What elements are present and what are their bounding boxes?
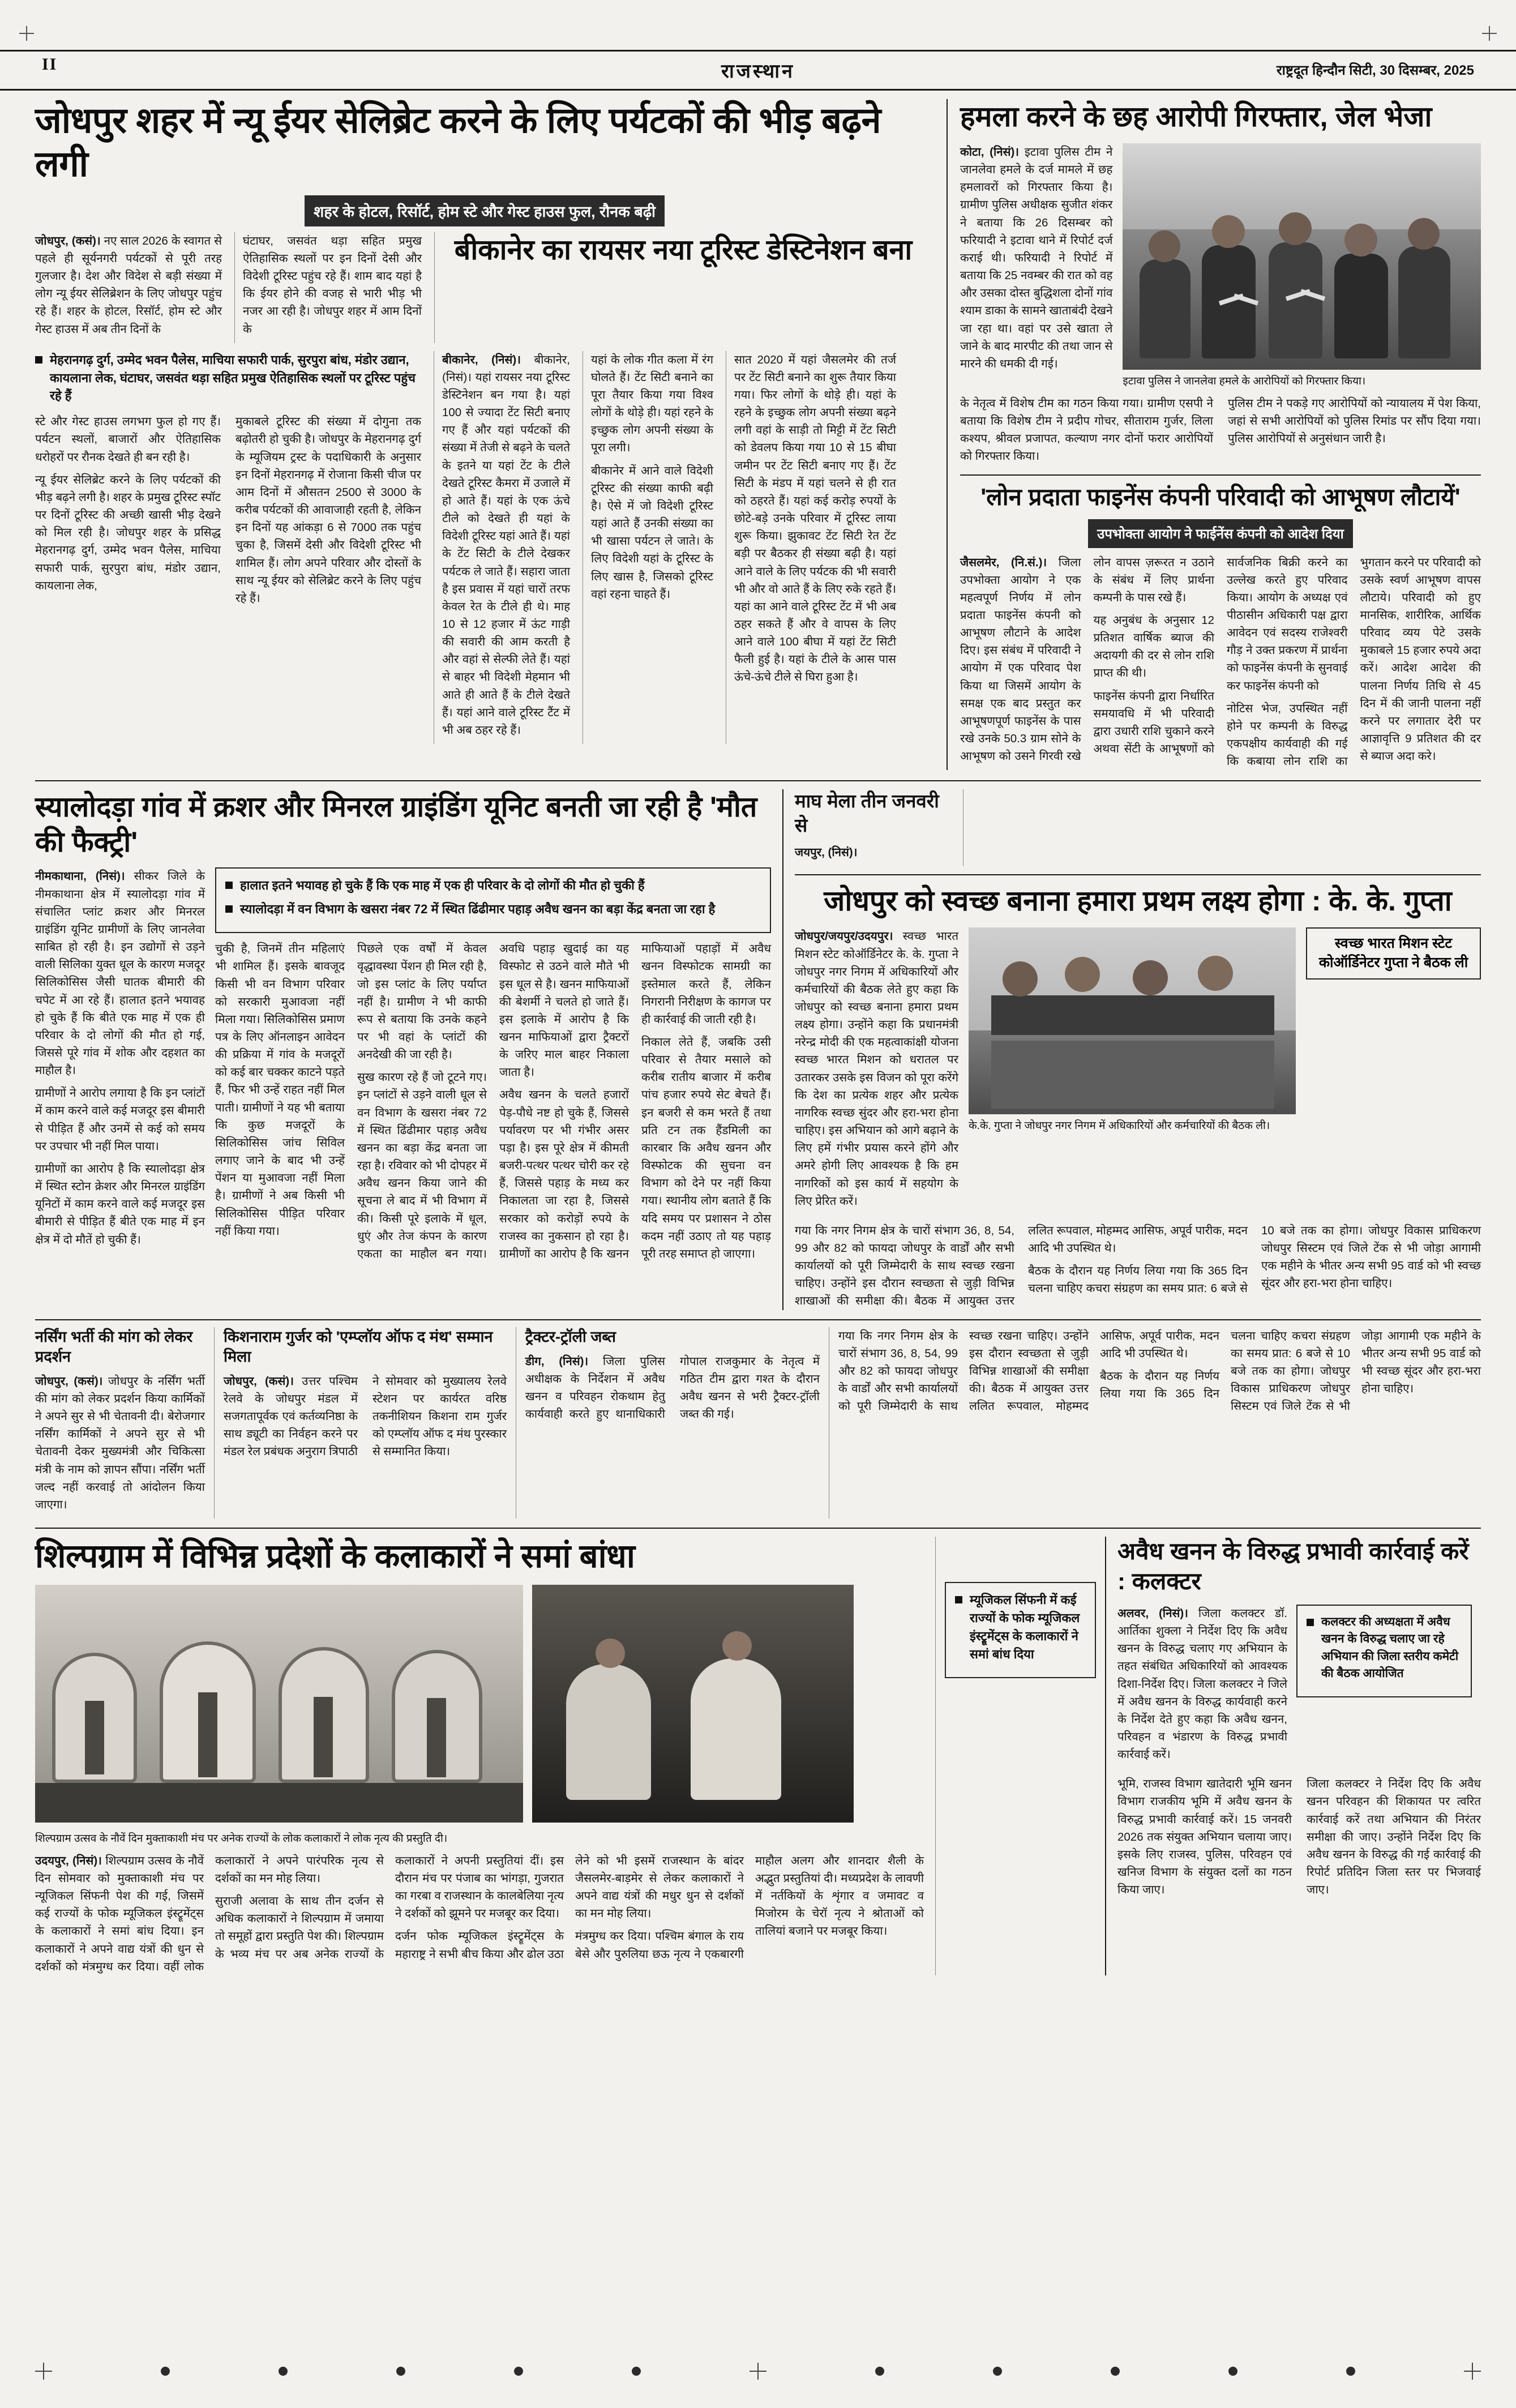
crusher-headline: स्यालोदड़ा गांव में क्रशर और मिनरल ग्राइंडिंग यूनिट बनती जा रही है 'मौत की फैक्ट्री' <box>35 791 757 858</box>
crusher-para-7: अवैध खनन के चलते हजारों पेड़-पौधे नष्ट हो चुके हैं, जिससे पर्यावरण पर भी गंभीर असर पड़ा है। इस पूरे क्षेत्र में कीमती बजरी-पत्थर पत्थर चोरी कर रहे हैं, जिससे पहाड़ के मध्य कर निकालता जा रहा है, जिससे सरकार को करोड़ों रुपये के राजस्व का नुकसान हो रहा है। ग्रामीणों का आरोप है कि खनन माफियाओं पहाड़ों में अवैध खनन विस्फोटक सामग्री का इस्तेमाल करते हैं, लेकिन निगरानी निरीक्षण के कागज पर ही कार्रवाई की जाती रही है। <box>499 942 771 1260</box>
masthead <box>0 50 1516 91</box>
kk-gupta-box: स्वच्छ भारत मिशन स्टेट कोऑर्डिनेटर गुप्ता ने बैठक ली <box>1306 927 1481 980</box>
attack-story <box>947 99 1481 770</box>
registration-mark-top-right <box>1482 26 1497 41</box>
reg-dot <box>875 2367 884 2376</box>
attack-dateline: कोटा, (निसं)। <box>960 146 1020 159</box>
reg-dot <box>1111 2367 1120 2376</box>
crusher-para-3: ग्रामीणों का आरोप है कि स्यालोदड़ा क्षेत्र में स्थित स्टोन क्रेशर और मिनरल ग्राइंडिंग यूनिटों में काम करने वाले कई मजदूर इस बीमारी से पीड़ित हैं बीते एक माह में इन क्षेत्र में दो मौतें हो चुकी हैं। <box>35 1162 205 1246</box>
mining-dateline: अलवर, (निसं)। <box>1117 1606 1188 1620</box>
loan-headline: 'लोन प्रदाता फाइनेंस कंपनी परिवादी को आभूषण लौटायें' <box>980 483 1461 510</box>
registration-plus-right <box>1464 2363 1481 2380</box>
reg-dot <box>514 2367 523 2376</box>
mining-story <box>1105 1537 1481 1975</box>
kishan-story <box>214 1327 516 1519</box>
kishan-headline: किशनाराम गुर्जर को 'एम्प्लॉय ऑफ द मंथ' सम्मान मिला <box>224 1328 493 1365</box>
mining-headline: अवैध खनन के विरुद्ध प्रभावी कार्रवाई करें : कलक्टर <box>1117 1538 1469 1594</box>
kk-para-3: बैठक के दौरान यह निर्णय लिया गया कि 365 दिन चलना चाहिए कचरा संग्रहण का समय प्रात: 6 बजे से 10 बजे तक का होगा। जोधपुर विकास प्राधिकरण जोधपुर सिस्टम एवं जिले टेंक से भी जोड़ा आगामी एक महीने के भीतर अन्य सभी 95 वार्ड को भी स्वच्छ सूंदर और हरा-भरा होना चाहिए। <box>1028 1224 1481 1295</box>
crusher-para-1: सीकर जिले के नीमकाथाना क्षेत्र में स्यालोदड़ा गांव में संचालित प्लांट क्रशर और मिनरल ग्राइंडिंग यूनिट ग्रामीणों के लिए जानलेवा साबित हो रही है। इन उद्योगों से उड़ने वाली सिलिका युक्त धूल के कारण मजदूर सिलिकोसिस जैसी घातक बीमारी की चपेट में आ रहे हैं। हालात इतने भयावह हो चुके हैं कि बीते एक माह में एक ही परिवार के दो लोगों की मौत हो गई, जिससे पूरे गांव में शोक और दहशत का माहौल है। <box>35 870 205 1077</box>
kishan-dateline: जोधपुर, (कसं)। <box>224 1374 294 1388</box>
shilp-bullet-0: म्यूजिकल सिंफनी में कई राज्यों के फोक म्यूजिकल इंस्ट्रूमेंट्स के कलाकारों ने समां बांध दिया <box>955 1591 1086 1663</box>
loan-para-1: जिला उपभोक्ता आयोग ने एक महत्वपूर्ण निर्णय में लोन प्रदाता फाइनेंस कंपनी को आभूषण लौटाने के आदेश दिए। इस संबंध में परिवादी ने आयोग में एक परिवाद पेश किया था जिसमें आयोग के समक्ष एक बाद प्रस्तुत कर आभूषणपूर्ण फाइनेंस के पास रखे उनके 50.3 ग्राम सोने के आभूषण को उसने गिरवी रखे लोन वापस ज़रूरत न उठाने के संबंध में लिए प्रार्थना कम्पनी के पास रखे हैं। <box>960 555 1214 763</box>
nursing-headline: नर्सिंग भर्ती की मांग को लेकर प्रदर्शन <box>35 1328 193 1365</box>
attack-para: इटावा पुलिस टीम ने जानलेवा हमले के दर्ज मामले में छह हमलावरों को गिरफ्तार किया है। ग्रामीण पुलिस अधीक्षक सुजीत शंकर ने बताया कि 26 दिसम्बर को फरियादी ने इटावा थाने में रिपोर्ट दर्ज कराई थी। फरियादी ने रिपोर्ट में बताया कि 25 नवम्बर की रात को वह और उसका दोस्त बुद्धिशला दोनों गांव श्याम डाका के सामने खाताबंदी देखने जा रहा था। वहां पर उसे खाता ले जाने के बाद मारपीट की तथा जान से मारने की धमकी दी गई। <box>960 146 1113 370</box>
page-content <box>35 99 1481 1975</box>
lead-para-2: घंटाघर, जसवंत थड़ा सहित प्रमुख ऐतिहासिक स्थलों पर इन दिनों देसी और विदेशी टूरिस्ट पहुंच रहे हैं। शाम बाद यहां है कि ईयर होने की वजह से भारी भीड़ भी नजर आ रही है। जोधपुर शहर में आम दिनों के <box>243 234 422 336</box>
reg-dot <box>993 2367 1002 2376</box>
lead-subheadline: बीकानेर का रायसर नया टूरिस्ट डेस्टिनेशन बना <box>454 233 913 266</box>
registration-plus-center <box>750 2363 766 2380</box>
lead-more-1: स्टे और गेस्ट हाउस लगभग फुल हो गए हैं। पर्यटन स्थलों, बाजारों और ऐतिहासिक धरोहरों पर रौनक देखते ही बन रही है। <box>35 415 221 464</box>
tractor-story <box>516 1327 829 1519</box>
registration-plus-left <box>35 2363 52 2380</box>
loan-dateline: जैसलमेर, (नि.सं.)। <box>960 555 1047 569</box>
crusher-bullet-box <box>215 867 771 933</box>
attack-photo-caption: इटावा पुलिस ने जानलेवा हमले के आरोपियों को गिरफ्तार किया। <box>1123 375 1366 387</box>
reg-dot <box>1228 2367 1237 2376</box>
shilp-dateline: उदयपुर, (निसं)। <box>35 1854 102 1867</box>
crusher-para-4: चुकी है, जिनमें तीन महिलाएं भी शामिल हैं। इसके बावजूद किसी भी वन विभाग परिवार को सरकारी मुआवजा नहीं मिला गया। सिलिकोसिस प्रमाण पत्र के लिए ऑनलाइन आवेदन की प्रक्रिया में गांव के मजदूरों को कई बार चक्कर काटने पड़ते हैं, फिर भी उन्हें राहत नहीं मिल पाती। ग्रामीणों ने यह भी बताया कि कुछ मजदूरों के सिलिकोसिस जांच सिविल लगाए जाने के बाद भी उन्हें पेंशन या मुआवजा नहीं मिला है। ग्रामीणों ने अब किसी भी सिलिकोसिस पीड़ित परिवार नहीं किया गया। <box>215 942 345 1238</box>
registration-mark-top-left <box>19 26 34 41</box>
kk-cont-2: बैठक के दौरान यह निर्णय लिया गया कि 365 दिन चलना चाहिए कचरा संग्रहण का समय प्रात: 6 बजे से 10 बजे तक का होगा। जोधपुर विकास प्राधिकरण जोधपुर सिस्टम एवं जिले टेंक से भी जोड़ा आगामी एक महीने के भीतर अन्य सभी 95 वार्ड को भी स्वच्छ सूंदर और हरा-भरा होना चाहिए। <box>1100 1329 1481 1413</box>
kk-gupta-photo <box>969 927 1296 1114</box>
shilpgram-story <box>35 1537 935 1975</box>
crusher-para-6: सुख कारण रहे हैं जो टूटने गए। इन प्लांटों से उड़ने वाली धूल से वन विभाग के खसरा नंबर 72 में स्थित ढिंढीमार पहाड़ अवैध खनन का बड़ा केंद्र बनता जा रहा है। रविवार को भी दोपहर में अवैध खनन किया जाने की सूचना ले बाद में भी विभाग में की। किसी पूरे इलाके में धूल, धुएं और तेज कंपन के कारण एकता का माहौल बन गया। अवधि पहाड़ खुदाई का यह विस्फोट से उठने वाले मौते भी इस धूल से है। खनन माफियाओं की बेशर्मी ने चलते हो जाते हैं। इस इलाके में आरोप है कि खनन माफियाओं द्वारा ट्रैक्टरों के जरिए माल बाहर निकाला जाता है। <box>357 942 629 1260</box>
shilp-para-2: सुराजी अलावा के साथ तीन दर्जन से अधिक कलाकारों ने शिल्पग्राम में जमाया तो समूहों द्वारा प्रस्तुति पेश की। शिल्पग्राम के भव्य मंच पर अब अनेक राज्यों के कलाकारों ने अपनी प्रस्तुतियां दीं। इस दौरान मंच पर पंजाब का भांगड़ा, गुजरात का गरबा व राजस्थान के कालबेलिया नृत्य ने दर्शकों को झूमने पर मजबूर कर दिया। <box>215 1854 564 1961</box>
mining-para-1: जिला कलक्टर डॉ. आर्तिका शुक्ला ने निर्देश दिए कि अवैध खनन के विरुद्ध चलाए गए अभियान के तहत संबंधित अधिकारियों को आवश्यक दिशा-निर्देश दिए। जिला कलक्टर ने जिले में अवैध खनन के विरुद्ध कार्यवाही करने के निर्देश देते हुए कहा कि अवैध खनन, परिवहन व भंडारण के विरुद्ध प्रभावी कार्रवाई करें। <box>1117 1606 1288 1761</box>
lead-bullet-0: मेहरानगढ़ दुर्ग, उम्मेद भवन पैलेस, माचिया सफारी पार्क, सुरपुरा बांध, मंडोर उद्यान, कायलाना लेक, घंटाघर, जसवंत थड़ा सहित प्रमुख ऐतिहासिक स्थलों पर टूरिस्ट पहुंच रहे हैं <box>35 351 421 405</box>
nursing-dateline: जोधपुर, (कसं)। <box>35 1374 103 1388</box>
reg-dot <box>396 2367 405 2376</box>
loan-para-3: फाइनेंस कंपनी द्वारा निर्धारित समयावधि में भी परिवादी द्वारा उधारी राशि चुकाने करने अथवा सेंटी के आभूषणों को सार्वजनिक बिक्री करने का उल्लेख करते हुए परिवाद किया। आयोग के अध्यक्ष एवं पीठासीन अधिकारी पक्ष द्वारा आवेदन एवं सदस्य राजेश्वरी गौड़ ने उक्त प्रकरण में प्रार्थना को फाइनेंस कंपनी के सुनवाई कर फाइनेंस कंपनी को <box>1093 555 1348 756</box>
bikaner-col-3 <box>726 351 896 744</box>
shilpgram-caption: शिल्पग्राम उत्सव के नौवें दिन मुक्ताकाशी मंच पर अनेक राज्यों के लोक कलाकारों ने लोक नृत्य की प्रस्तुति दी। <box>35 1832 448 1845</box>
lead-dateline: जोधपुर, (कसं)। <box>35 234 101 247</box>
edition-line: राष्ट्रदूत हिन्दौन सिटी, 30 दिसम्बर, 2025 <box>1276 63 1474 78</box>
attack-after-2: पुलिस टीम ने पकड़े गए आरोपियों को न्यायालय में पेश किया, जहां से सभी आरोपियों को पुलिस रिमांड पर सौंप दिया गया। पुलिस आरोपियों से अनुसंधान जारी है। <box>1228 397 1481 446</box>
shilpgram-photo-2 <box>532 1585 854 1823</box>
crusher-para-2: ग्रामीणों ने आरोप लगाया है कि इन प्लांटों में काम करने वाले कई मजदूर इस बीमारी से पीड़ित हैं और उनमें से कई को समय पर उपचार भी नहीं मिल पाया। <box>35 1087 205 1153</box>
reg-dot <box>632 2367 641 2376</box>
lead-more-2: न्यू ईयर सेलिब्रेट करने के लिए पर्यटकों की भीड़ बढ़ने लगी है। शहर के प्रमुख टूरिस्ट स्पॉट पर दिनों टूरिस्ट की अच्छी खासी भीड़ देखने को मिल रही है। जोधपुर शहर के प्रसिद्ध मेहरानगढ़ दुर्ग, उम्मेद भवन पैलेस, माचिया सफारी पार्क, सुरपुरा बांध, मंडोर उद्यान, कायलाना लेक, <box>35 473 221 592</box>
mining-para-3: जिला कलक्टर ने निर्देश दिए कि अवैध खनन परिवहन की शिकायत पर त्वरित कार्रवाई करें तथा अभियान की निरंतर समीक्षा की जाए। उन्होंने निर्देश दिए कि अवैध खनन के विरुद्ध की गई कार्रवाई की रिपोर्ट प्रतिदिन जिला स्तर पर भिजवाई जाए। <box>1307 1777 1481 1897</box>
lead-para-1: नए साल 2026 के स्वागत से पहले ही सूर्यनगरी पर्यटकों से पूरी तरह गुलजार है। देश और विदेश से बड़ी संख्या में लोग न्यू ईयर सेलिब्रेशन के लिए जोधपुर पहुंच रहे हैं। शहर के होटल, रिसॉर्ट, होम स्टे और गेस्ट हाउस में अब तीन दिनों के <box>35 234 222 336</box>
page-number: II <box>42 55 58 74</box>
kishan-para: उत्तर पश्चिम रेलवे के जोधपुर मंडल में सजगतापूर्वक एवं कर्तव्यनिष्ठा के साथ ड्यूटी का निर्वहन करने पर मंडल रेल प्रबंधक अनुराग त्रिपाठी ने सोमवार को मुख्यालय रेलवे स्टेशन पर कार्यरत वरिष्ठ तकनीशियन किशना राम गुर्जर को एम्प्लॉय ऑफ द मंथ पुरस्कार से सम्मानित किया। <box>224 1374 507 1459</box>
reg-dot <box>1346 2367 1355 2376</box>
shilp-bullet-col <box>935 1537 1105 1975</box>
lead-kicker: शहर के होटल, रिसॉर्ट, होम स्टे और गेस्ट हाउस फुल, रौनक बढ़ी <box>305 195 665 226</box>
bikaner-dateline: बीकानेर, (निसं)। <box>442 353 521 366</box>
magh-dateline: जयपुर, (निसं)। <box>795 846 858 859</box>
kk-cont-1: गया कि नगर निगम क्षेत्र के चारों संभाग 36, 8, 54, 99 और 82 को फायदा जोधपुर के वार्डों और सभी कार्यालयों को पूरी जिम्मेदारी के साथ स्वच्छ रखना चाहिए। उन्होंने इस दौरान स्वच्छता से जुड़ी विभिन्न शाखाओं की समीक्षा की। बैठक में आयुक्त उत्तर ललित रूपवाल, मोहम्मद आसिफ, अपूर्व पारीक, मदन आदि भी उपस्थित थे। <box>838 1329 1219 1413</box>
tractor-para: जिला पुलिस अधीक्षक के निर्देशन में अवैध खनन व परिवहन रोकथाम हेतु कार्यवाही करते हुए थानाधिकारी गोपाल राजकुमार के नेतृत्व में गठित टीम द्वारा गश्त के दौरान अवैध खनन से भरी ट्रैक्टर-ट्रॉली जब्त की गई। <box>525 1354 820 1421</box>
attack-photo <box>1123 143 1481 370</box>
reg-dot <box>279 2367 288 2376</box>
bikaner-para-3: बीकानेर में आने वाले विदेशी टूरिस्ट की संख्या काफी बढ़ी है। ऐसे में जो विदेशी टूरिस्ट यहां आते हैं उनकी संख्या का भी खासा पर्यटन ले जाते। के लिए विदेशी यहां के टूरिस्ट के लिए खास है, जिसको टूरिस्ट वहां रहना चाहते हैं। <box>591 464 713 601</box>
lead-col-1 <box>35 232 222 343</box>
shilpgram-headline: शिल्पग्राम में विभिन्न प्रदेशों के कलाकारों ने समां बांधा <box>35 1538 635 1575</box>
shilp-para-3: दर्जन फोक म्यूजिकल इंस्ट्रूमेंट्स के महाराष्ट्र ने सभी बीच किया और ढोल उठा लेने को भी इसमें राजस्थान के बांदर जैसलमेर-बाड़मेर से लेकर कलाकारों ने अपने वाद्य यंत्रों की मधुर धुन से दर्शकों का मन मोह लिया। <box>395 1854 744 1961</box>
section-title: राजस्थान <box>721 61 795 82</box>
crusher-bullet-1: स्यालोदड़ा में वन विभाग के खसरा नंबर 72 में स्थित ढिंढीमार पहाड़ अवैध खनन का बड़ा केंद्र बनता जा रहा है <box>225 900 761 918</box>
reg-dot <box>161 2367 170 2376</box>
crusher-col-1 <box>35 867 205 1263</box>
tractor-headline: ट्रैक्टर-ट्रॉली जब्त <box>525 1328 616 1345</box>
bikaner-para-1: बीकानेर, (निसं)। यहां रायसर नया टूरिस्ट डेस्टिनेशन बन गया है। यहां 100 से ज्यादा टेंट सिटी बनाए गए हैं और यहां पर्यटकों की संख्या में तेजी से बढ़ने के चलते के इतने या यहां टेंट के टीले देखते टूरिस्ट कैमरा में उजाले में हो आते हैं। यहां के एक ऊंचे टीले को देखते ही यहां के विदेशी टूरिस्ट यहां आते हैं। यहां के टेंट सिटी के टीले देखकर पर्यटक ले जाते हैं। सहारा जाता है इस प्रवास में यहां चारों तरफ केवल रेत के टीले ही थे। माह 10 से 12 हजार में ऊंट गाड़ी की सवारी की आम करती है और वहां से सेल्फी लेते हैं। यहां से बाहर भी विदेशी मेहमान भी आते ही आते हैं के टीले देखते हैं। यहां आने वाले टूरिस्ट टैंट में भी अब ठहर रहे हैं। <box>442 353 570 737</box>
shilpgram-photo-1 <box>35 1585 523 1823</box>
crusher-bullet-0: हालात इतने भयावह हो चुके हैं कि एक माह में एक ही परिवार के दो लोगों की मौत हो चुकी हैं <box>225 876 761 895</box>
bikaner-para-4: सात 2020 में यहां जैसलमेर की तर्ज पर टेंट सिटी बनाने का शुरू तैयार किया गया। फिर लोगों के थोड़े ही। यहां के रहने के इच्छुक लोग अपनी संख्या बढ़ने लगी वहां के साड़ी तो मिट्टी में टेंट सिटी को डेवलप किया गया 10 से 15 बीघा जमीन पर टेंट सिटी बनाए गए हैं। टेंट सिटी के मंडप में यहां चलने से ही रात को ठहरते हैं। यहां कई करोड़ रुपयों के छोटे-बड़े उनके परिवार में टूरिस्ट लाया शुरू किया। झुकावट टेंट सिटी रेत टेंट बड़ी पर बैठकर ही संख्या बढ़ी है। यहां आने वाले के लिए पर्यटक की भी सवारी भी और वो आते हैं के लिए रुके रहते हैं। यहां का आने वाले टूरिस्ट टेंट में भी अब ठहर सकते हैं और वे वापस के लिए आने वाले 100 बीघा में यहां टेंट सिटी फैली हुई है। यहां के टीले के आस पास ऊंचे-ऊंचे टीले से घिरा हुआ है। <box>734 353 896 684</box>
kk-gupta-continued <box>829 1327 1481 1519</box>
lead-col-2 <box>234 232 422 343</box>
magh-story <box>795 789 953 866</box>
kk-gupta-headline: जोधपुर को स्वच्छ बनाना हमारा प्रथम लक्ष्य होगा : के. के. गुप्ता <box>824 885 1452 917</box>
kk-text-col <box>795 927 958 1215</box>
attack-text-col <box>960 143 1112 388</box>
bikaner-para-2: यहां के लोक गीत कला में रंग घोलते हैं। टेंट सिटी बनाने का पूरा तैयार किया गया विश्व लोगों के थोड़े ही। यहां रहने के इच्छुक लोग अपनी संख्या के पूरा लगी। <box>591 353 713 455</box>
nursing-para: जोधपुर के नर्सिंग भर्ती की मांग को लेकर प्रदर्शन किया कार्मिकों ने अपने सुर से भी चेतावनी दी। बेरोजगार नर्सिंग कार्मिकों ने अपने सुर से भी चेतावनी देकर मुख्यमंत्री और चिकित्सा मंत्री के नाम को ज्ञापन सौंपा। नर्सिंग भर्ती जल्द नहीं करवाई तो आंदोलन किया जाएगा। <box>35 1374 205 1511</box>
kk-para-1: स्वच्छ भारत मिशन स्टेट कोऑर्डिनेटर के. के. गुप्ता ने जोधपुर नगर निगम में अधिकारियों और कर्मचारियों की बैठक लेते हुए कहा कि जोधपुर को स्वच्छ बनाना हमारा प्रथम लक्ष्य होगा। उन्होंने कहा कि प्रधानमंत्री नरेन्द्र मोदी की एक महत्वाकांक्षी योजना स्वच्छ भारत मिशन को धरातल पर उतारकर उसके इस विजन को पूरा करेंगे कि देश का प्रत्येक शहर और प्रत्येक नागरिक स्वच्छ सुंदर और हरा-भरा होना चाहिए। इस अभियान को आगे बढ़ाने के लिए हमें गंभीर प्रयास करने होंगे और अमरे होगी लिए आवश्यक है कि हम नागरिकों को इस कार्य में सहयोग के लिए प्रेरित करें। <box>795 930 959 1208</box>
tractor-dateline: डीग, (निसं)। <box>525 1354 589 1368</box>
kk-para-2: गया कि नगर निगम क्षेत्र के चारों संभाग 36, 8, 54, 99 और 82 को फायदा जोधपुर के वार्डों और सभी कार्यालयों को पूरी जिम्मेदारी के साथ स्वच्छ रखना चाहिए। उन्होंने इस दौरान स्वच्छता से जुड़ी विभिन्न शाखाओं की समीक्षा की। बैठक में आयुक्त उत्तर ललित रूपवाल, मोहम्मद आसिफ, अपूर्व पारीक, मदन आदि भी उपस्थित थे। <box>795 1224 1248 1308</box>
shilp-para-1: शिल्पग्राम उत्सव के नौवें दिन सोमवार को मुक्ताकाशी मंच पर न्यूजिकल सिंफनी पेश की गई, जिसमें कई राज्यों के फोक म्यूजिकल इंस्ट्रूमेंट्स के कलाकारों ने समां बांध दिया। इन कलाकारों ने अपने वाद्य यंत्रों की धुन से दर्शकों को मंत्रमुग्ध कर दिया। वहीं लोक कलाकारों ने अपने पारंपरिक नृत्य से दर्शकों का मन मोह लिया। <box>35 1854 384 1973</box>
loan-para-2: यह अनुबंध के अनुसार 12 प्रतिशत वार्षिक ब्याज की अदायगी की दर से लोन राशि प्राप्त की थी। <box>1093 614 1214 680</box>
kk-box-col <box>1306 927 1481 1215</box>
attack-headline: हमला करने के छह आरोपी गिरफ्तार, जेल भेजा <box>960 101 1432 132</box>
mining-para-2: भूमि, राजस्व विभाग खातेदारी भूमि खनन विभाग राजकीय भूमि में अवैध खनन के विरुद्ध प्रभावी कार्रवाई करें। 15 जनवरी 2026 तक संयुक्त अभियान चलाया जाए। इसके लिए राजस्व, पुलिस, परिवहन एवं खनिज विभाग के संयुक्त दलों का गठन किया जाए। <box>1117 1777 1292 1897</box>
nursing-story <box>35 1327 214 1519</box>
attack-after-1: के नेतृत्व में विशेष टीम का गठन किया गया। ग्रामीण एसपी ने बताया कि विशेष टीम ने प्रदीप गोचर, सीताराम गुर्जर, लिला कश्यप, श्रीवल प्रजापत, कल्याण नगर दोनों फरार आरोपियों को गिरफ्तार किया। <box>960 397 1213 463</box>
lead-bullets-block <box>35 351 421 744</box>
crusher-dateline: नीमकाथाना, (निसं)। <box>35 870 125 883</box>
bikaner-subhead-wrap <box>434 232 922 343</box>
lead-more-3: मुकाबले टूरिस्ट की संख्या में दोगुना तक बढ़ोतरी हो चुकी है। जोधपुर के मेहरानगढ़ दुर्ग के म्यूजियम ट्रस्ट के पदाधिकारी के अनुसार इन दिनों मेहरानगढ़ में रोजाना किसी चीज पर आम दिनों में औसतन 2500 से 3000 के करीब पर्यटकों की आवाजाही रहती है, लेकिन इन दिनों यह आंकड़ा 6 से 7000 तक पहुंच चुका है, जिसमें देसी और विदेशी टूरिस्ट भी शामिल हैं। लोग अपने परिवार और दोस्तों के साथ न्यू ईयर को सेलिब्रेट करने के लिए पहुंच रहे हैं। <box>235 415 421 605</box>
crusher-para-8: निकाल लेते हैं, जबकि उसी परिवार से तैयार मसाले को करीब रातीय बाजार में करीब पांच हजार रुपये सेट बेचते हैं। इन बजरी से कम भरते हैं तथा प्रति टन तक हैंडमिली का कारबार कि अवैध खनन और विस्फोटक की सुचना वन विभाग को देने पर नहीं किया गया। स्थानीय लोग बताते हैं कि यदि समय पर प्रशासन ने ठोस कदम नहीं उठाए तो यह पहाड़ पूरी तरह समाप्त हो जाएगा। <box>641 1035 771 1260</box>
loan-kicker: उपभोक्ता आयोग ने फाईनेंस कंपनी को आदेश दिया <box>1088 519 1353 548</box>
footer-registration-strip <box>35 2363 1481 2385</box>
bikaner-col-2 <box>583 351 713 744</box>
loan-spill <box>963 789 1481 866</box>
shilp-para-4: मंत्रमुग्ध कर दिया। पश्चिम बंगाल के राय बेसे और पुरुलिया छऊ नृत्य ने एकबारगी माहौल अलग और शानदार शैली के अद्भुत प्रस्तुतियां दी। मध्यप्रदेश के लावणी में नर्तकियों के शृंगार व जमावट व मिजोरम के चेरॉ नृत्य ने श्रोताओं को तालियां बजाने पर मजबूर किया। <box>575 1854 924 1961</box>
magh-headline: माघ मेला तीन जनवरी से <box>795 790 939 836</box>
kk-dateline: जोधपुर/जयपुर/उदयपुर। <box>795 930 893 943</box>
lead-headline: जोधपुर शहर में न्यू ईयर सेलिब्रेट करने के लिए पर्यटकों की भीड़ बढ़ने लगी <box>35 101 881 184</box>
bikaner-col-1 <box>434 351 570 744</box>
crusher-story <box>35 789 782 1310</box>
loan-para-4: नोटिस भेज, उपस्थित नहीं होने पर कम्पनी के विरुद्ध एकपक्षीय कार्यवाही की गई कि कबाया लोन राशि का भुगतान करने पर परिवादी को उसके स्वर्ण आभूषण वापस लौटाये। परिवादी को हुए मानसिक, शारीरिक, आर्थिक परिवाद व्यय पेटे उसके मुकाबले 15 हजार रुपये अदा करें। आदेश आदेश की पालना निर्णय तिथि से 45 दिन में की जानी पालना नहीं करने पर लगातार देरी पर आज्ञावृत्ति 9 प्रतिशत की दर से ब्याज अदा करे। <box>1227 555 1481 768</box>
mining-bullet-0: कलक्टर की अध्यक्षता में अवैध खनन के विरुद्ध चलाए जा रहे अभियान की जिला स्तरीय कमेटी की बैठक आयोजित <box>1307 1614 1462 1683</box>
crusher-para-5: पिछले एक वर्षों में केवल वृद्धावस्था पेंशन ही मिल रही है, जो इस प्लांट के लिए पर्याप्त नहीं है। ग्रामीण ने भी काफी रूप से बताया कि उनके कहने पर भी वहां के प्लांटों की अनदेखी की जा रही है। <box>357 942 487 1062</box>
kk-photo-caption: के.के. गुप्ता ने जोधपुर नगर निगम में अधिकारियों और कर्मचारियों की बैठक ली। <box>969 1120 1270 1132</box>
lead-story <box>35 99 947 770</box>
